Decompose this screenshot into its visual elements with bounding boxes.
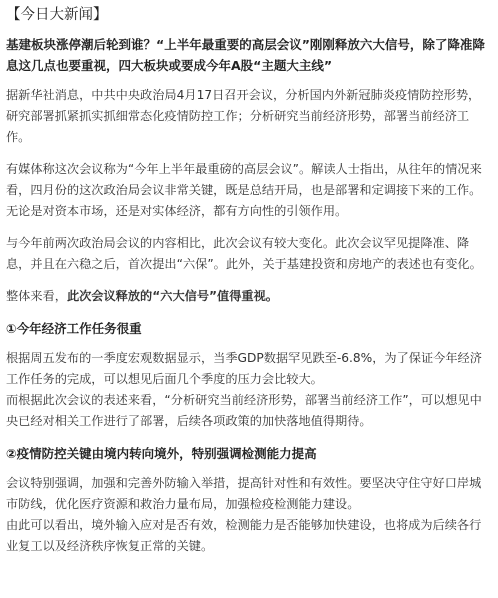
overall-bold: 此次会议释放的“六大信号”值得重视。 [66, 289, 278, 303]
article-headline: 基建板块涨停潮后轮到谁？“上半年最重要的高层会议”刚刚释放六大信号，除了降准降息这几点也要重视，四大板块或要成今年A股“主题大主线” [6, 37, 485, 73]
paragraph-3: 与今年前两次政治局会议的内容相比，此次会议有较大变化。此次会议罕见提降准、降息，并且在六稳之后，首次提出“六保”。此外，关于基建投资和房地产的表述也有变化。 [6, 236, 482, 271]
overall-summary [6, 286, 492, 307]
point-2-line-2: 由此可以看出，境外输入应对是否有效，检测能力是否能够加快建设，也将成为后续各行业复工以及经济秩序恢复正常的关键。 [6, 518, 482, 553]
paragraph-1: 据新华社消息，中共中央政治局4月17日召开会议，分析国内外新冠肺炎疫情防控形势，研究部署抓紧抓实抓细常态化疫情防控工作；分析研究当前经济形势，部署当前经济工作。 [6, 88, 481, 144]
point-2-line-1: 会议特别强调，加强和完善外防输入举措，提高针对性和有效性。要坚决守住守好口岸城市防线，优化医疗资源和救治力量布局，加强检疫检测能力建设。 [6, 476, 482, 511]
point-1-title: ①今年经济工作任务很重 [6, 321, 142, 336]
section-title: 【今日大新闻】 [6, 7, 108, 23]
point-1-line-2: 而根据此次会议的表述来看，“分析研究当前经济形势，部署当前经济工作”，可以想见中央已经对相关工作进行了部署，后续各项政策的加快落地值得期待。 [6, 393, 482, 428]
point-1-line-1: 根据周五发布的一季度宏观数据显示，当季GDP数据罕见跌至-6.8%，为了保证今年经济工作任务的完成，可以想见后面几个季度的压力会比较大。 [6, 351, 482, 386]
paragraph-2: 有媒体称这次会议称为“今年上半年最重磅的高层会议”。解读人士指出，从往年的情况来看，四月份的这次政治局会议非常关键，既是总结开局，也是部署和定调接下来的工作。无论是对资本市场，还是对实体经济，都有方向性的引领作用。 [6, 162, 482, 218]
point-2-title: ②疫情防控关键由境内转向境外，特别强调检测能力提高 [6, 446, 317, 461]
overall-prefix: 整体来看， [6, 289, 67, 303]
